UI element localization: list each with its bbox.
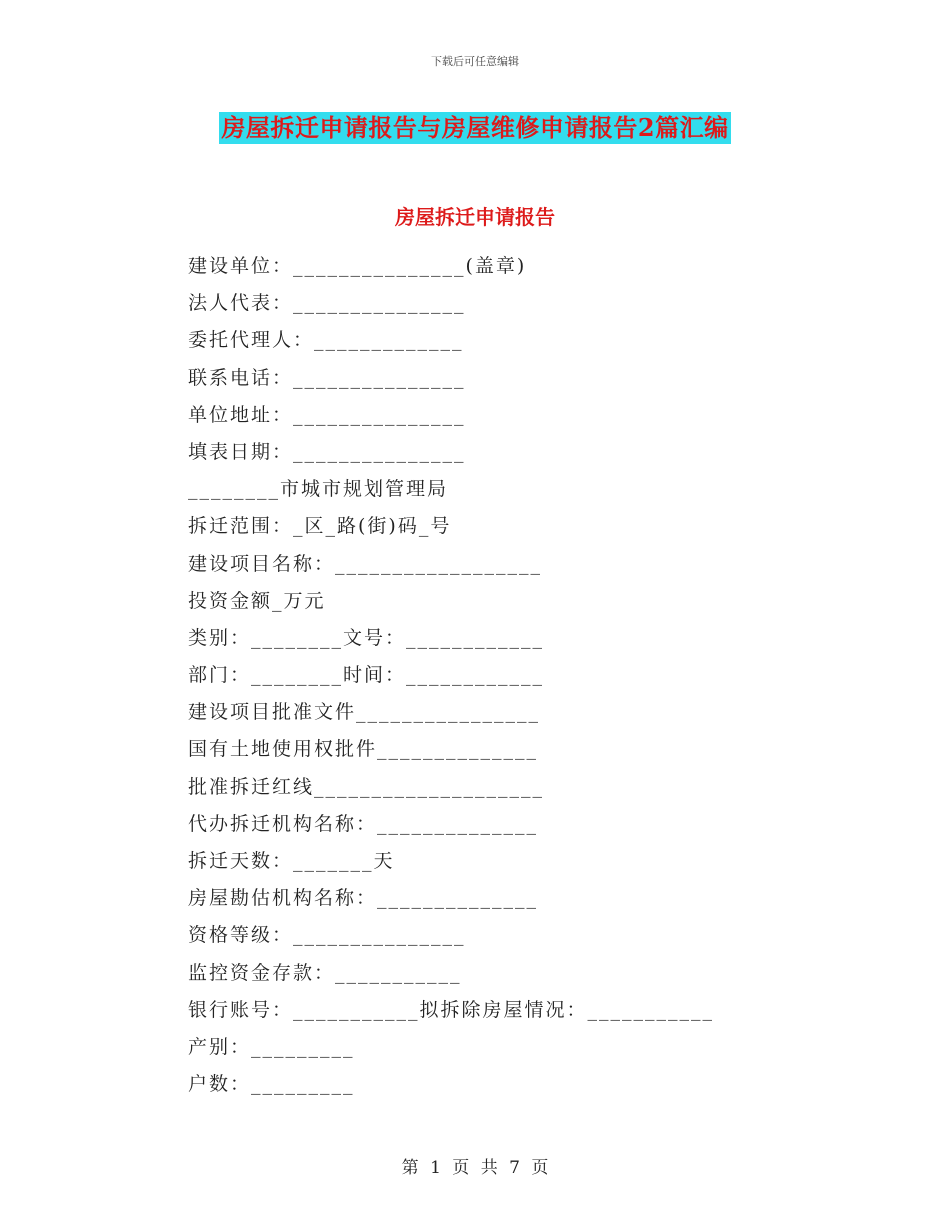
form-line: 银行账号：___________拟拆除房屋情况：___________ bbox=[188, 998, 715, 1021]
form-line: 拆迁天数：_______天 bbox=[188, 850, 395, 872]
application-form bbox=[188, 248, 788, 1103]
form-line: 单位地址：_______________ bbox=[188, 403, 466, 426]
form-line: 类别：________文号：____________ bbox=[188, 626, 545, 649]
form-line: 建设项目批准文件________________ bbox=[188, 701, 541, 724]
form-line: 联系电话：_______________ bbox=[188, 366, 466, 389]
form-line: 建设项目名称：__________________ bbox=[188, 552, 543, 575]
form-line: 建设单位：_______________(盖章) bbox=[188, 255, 527, 277]
form-line: 拆迁范围：_区_路(街)码_号 bbox=[188, 515, 452, 538]
form-line: 监控资金存款：___________ bbox=[188, 961, 462, 984]
form-line: 法人代表：_______________ bbox=[188, 292, 466, 315]
form-line: 委托代理人：_____________ bbox=[188, 329, 464, 352]
form-line: 批准拆迁红线____________________ bbox=[188, 775, 545, 798]
form-line: 投资金额_万元 bbox=[188, 589, 326, 612]
form-line: 户数：_________ bbox=[188, 1073, 355, 1096]
form-line: 房屋勘估机构名称：______________ bbox=[188, 887, 539, 910]
section-title: 房屋拆迁申请报告 bbox=[395, 205, 555, 229]
form-line: 代办拆迁机构名称：______________ bbox=[188, 812, 539, 835]
form-line: 资格等级：_______________ bbox=[188, 924, 466, 947]
page-header: 下载后可任意编辑 bbox=[431, 55, 519, 68]
form-line: 部门：________时间：____________ bbox=[188, 664, 545, 687]
form-line: ________市城市规划管理局 bbox=[188, 478, 449, 501]
form-line: 填表日期：_______________ bbox=[188, 440, 466, 463]
form-line: 国有土地使用权批件______________ bbox=[188, 738, 539, 761]
document-title: 房屋拆迁申请报告与房屋维修申请报告2篇汇编 bbox=[221, 113, 729, 142]
title-container bbox=[0, 112, 950, 144]
form-line: 产别：_________ bbox=[188, 1035, 355, 1058]
page-footer: 第 1 页 共 7 页 bbox=[401, 1158, 549, 1178]
